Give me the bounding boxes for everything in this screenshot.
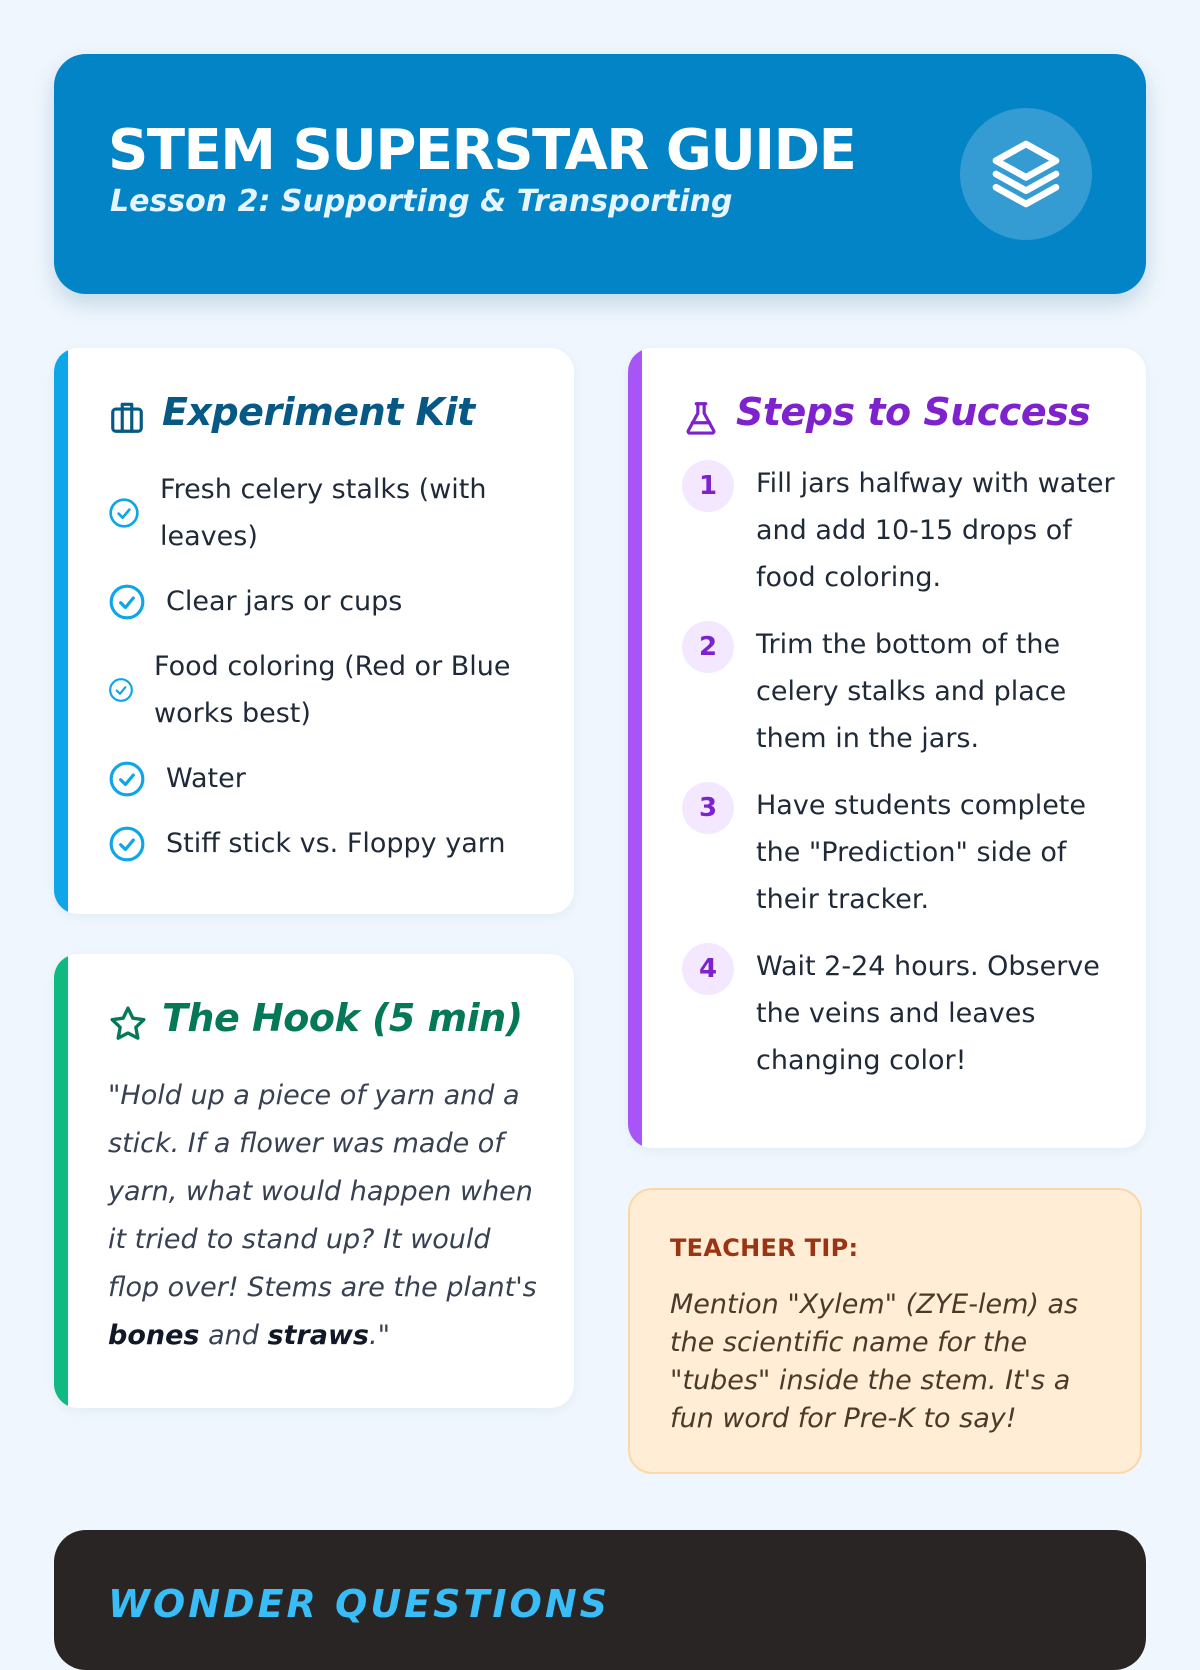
check-circle-icon — [108, 583, 146, 621]
teacher-tip-text: Mention "Xylem" (ZYE-lem) as the scientific name for the "tubes" inside the stem. It's a fun word for Pre-K to say! — [670, 1289, 1079, 1434]
list-item — [108, 755, 538, 802]
list-item — [108, 643, 538, 737]
kit-item-text: Fresh celery stalks (with leaves) — [160, 474, 487, 552]
hook-quote-bold: bones — [108, 1320, 200, 1351]
hook-quote-text: and — [199, 1320, 268, 1351]
wonder-questions-title: WONDER QUESTIONS — [108, 1582, 611, 1626]
list-item — [108, 578, 538, 625]
experiment-kit-title: Experiment Kit — [162, 390, 475, 434]
check-circle-icon — [108, 497, 140, 529]
list-item — [108, 820, 538, 867]
toolbox-icon — [108, 398, 146, 436]
kit-item-text: Clear jars or cups — [166, 586, 403, 617]
flask-icon — [682, 398, 720, 438]
hook-quote-bold: straws — [267, 1320, 369, 1351]
list-item — [108, 466, 538, 560]
header-badge — [960, 108, 1092, 240]
step-number: 4 — [682, 943, 734, 995]
kit-list — [108, 466, 538, 885]
hook-quote — [108, 1072, 548, 1360]
step-number: 2 — [682, 621, 734, 673]
kit-item-text: Food coloring (Red or Blue works best) — [154, 651, 511, 729]
steps-title: Steps to Success — [736, 390, 1091, 434]
guide-header — [54, 54, 1146, 294]
steps-list — [682, 466, 1122, 1110]
experiment-kit-card — [54, 348, 574, 914]
step-text: Fill jars halfway with water and add 10-15 drops of food coloring. — [756, 468, 1115, 593]
step-number: 1 — [682, 460, 734, 512]
list-item — [682, 460, 1122, 601]
hook-card — [54, 954, 574, 1408]
step-number: 3 — [682, 782, 734, 834]
list-item — [682, 621, 1122, 762]
kit-item-text: Water — [166, 763, 246, 794]
list-item — [682, 943, 1122, 1084]
teacher-tip-card — [628, 1188, 1142, 1474]
step-text: Trim the bottom of the celery stalks and place them in the jars. — [756, 629, 1067, 754]
layers-icon — [986, 134, 1066, 214]
steps-card — [628, 348, 1146, 1148]
page-subtitle: Lesson 2: Supporting & Transporting — [110, 184, 733, 219]
step-text: Have students complete the "Prediction" side of their tracker. — [756, 790, 1086, 915]
check-circle-icon — [108, 825, 146, 863]
wonder-questions-card — [54, 1530, 1146, 1670]
star-icon — [108, 1004, 148, 1044]
hook-title: The Hook (5 min) — [162, 996, 523, 1040]
hook-quote-text: ." — [368, 1320, 390, 1351]
step-text: Wait 2-24 hours. Observe the veins and leaves changing color! — [756, 951, 1100, 1076]
hook-quote-text: "Hold up a piece of yarn and a stick. If a flower was made of yarn, what would happen when it tried to stand up? It would flop over! Stems are the plant's — [108, 1080, 537, 1303]
list-item — [682, 782, 1122, 923]
teacher-tip-label: TEACHER TIP: — [670, 1234, 859, 1262]
page-title: STEM SUPERSTAR GUIDE — [108, 118, 856, 183]
check-circle-icon — [108, 677, 134, 703]
check-circle-icon — [108, 760, 146, 798]
kit-item-text: Stiff stick vs. Floppy yarn — [166, 828, 506, 859]
